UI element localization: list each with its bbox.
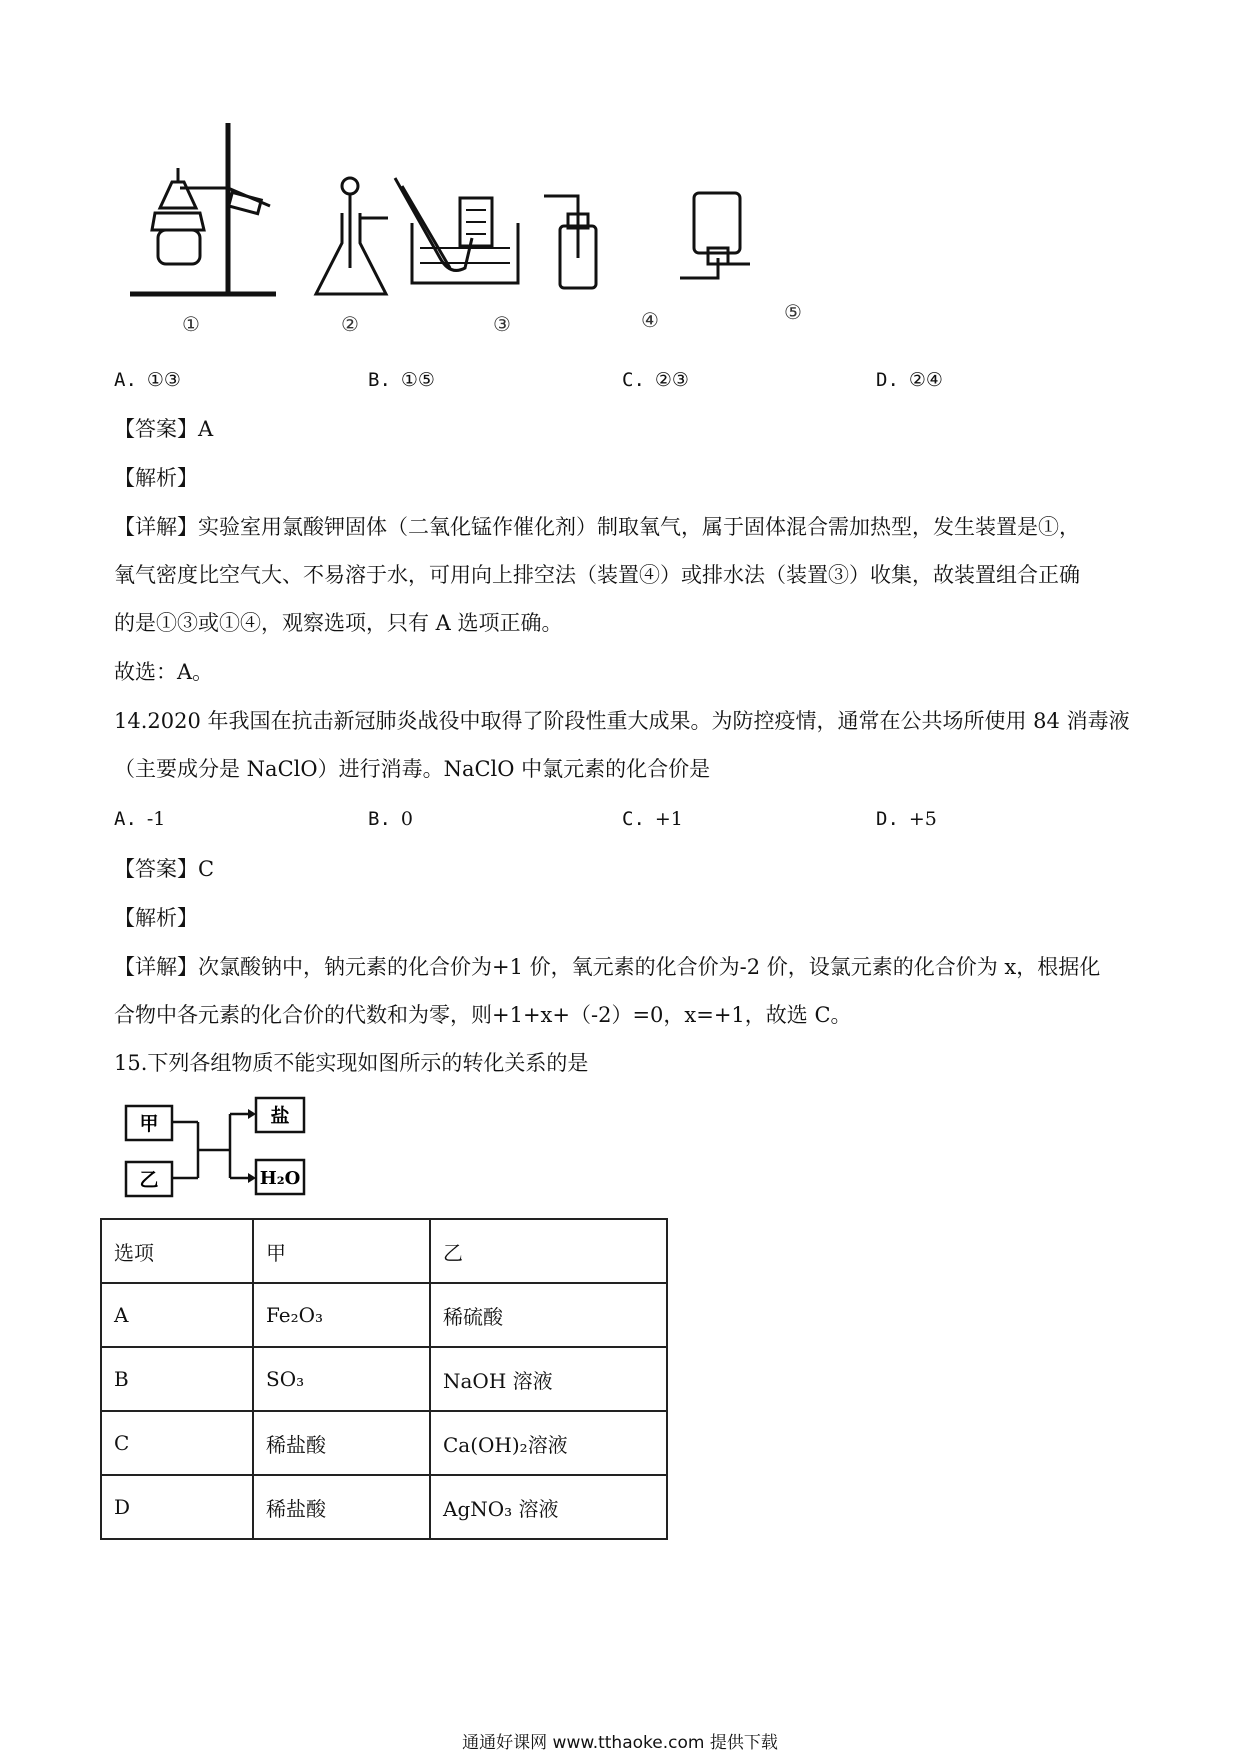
q13-answer: 【答案】A — [114, 417, 214, 441]
apparatus-label-2: ② — [341, 312, 359, 336]
table-header-cell: 选项 — [101, 1219, 253, 1283]
table-cell: Ca(OH)₂溶液 — [430, 1411, 667, 1475]
q14-detail-line-2: 合物中各元素的化合价的代数和为零，则+1+x+（-2）=0，x=+1，故选 C。 — [114, 1003, 852, 1027]
diagram-box-jia: 甲 — [139, 1113, 159, 1135]
q15-stem: 15.下列各组物质不能实现如图所示的转化关系的是 — [114, 1051, 589, 1075]
q13-detail-line-3: 的是①③或①④，观察选项，只有 A 选项正确。 — [114, 611, 563, 635]
q13-option-a: A. ①③ — [114, 369, 181, 391]
table-cell: D — [101, 1475, 253, 1539]
q14-stem-line-1: 14.2020 年我国在抗击新冠肺炎战役中取得了阶段性重大成果。为防控疫情，通常在公共场所使用 84 消毒液 — [114, 709, 1130, 733]
table-header-row — [101, 1219, 667, 1283]
q13-detail-line-1: 【详解】实验室用氯酸钾固体（二氧化锰作催化剂）制取氧气，属于固体混合需加热型，发生装置是①， — [114, 515, 1080, 539]
apparatus-label-4: ④ — [641, 308, 659, 332]
apparatus-label-3: ③ — [493, 312, 511, 336]
q14-option-c: C. +1 — [622, 808, 683, 830]
table-cell: SO₃ — [253, 1347, 430, 1411]
q14-option-d: D. +5 — [876, 808, 937, 830]
q13-detail-line-2: 氧气密度比空气大、不易溶于水，可用向上排空法（装置④）或排水法（装置③）收集，故装置组合正确 — [114, 563, 1080, 587]
page-footer: 通通好课网 www.tthaoke.com 提供下载 — [462, 1733, 778, 1753]
table-header-cell: 乙 — [430, 1219, 667, 1283]
diagram-box-yi: 乙 — [139, 1169, 159, 1191]
q14-option-b: B. 0 — [368, 808, 413, 830]
apparatus-label-5: ⑤ — [784, 300, 802, 324]
table-cell: NaOH 溶液 — [430, 1347, 667, 1411]
table-row — [101, 1347, 667, 1411]
q13-analysis-tag: 【解析】 — [114, 466, 198, 490]
table-cell: 稀盐酸 — [253, 1475, 430, 1539]
table-cell: C — [101, 1411, 253, 1475]
q13-option-d: D. ②④ — [876, 369, 943, 391]
diagram-box-water: H₂O — [259, 1168, 301, 1189]
q14-detail-line-1: 【详解】次氯酸钠中，钠元素的化合价为+1 价，氧元素的化合价为-2 价，设氯元素的化合价为 x，根据化 — [114, 955, 1101, 979]
q14-analysis-tag: 【解析】 — [114, 906, 198, 930]
q13-option-b: B. ①⑤ — [368, 369, 435, 391]
table-row — [101, 1475, 667, 1539]
table-header-cell: 甲 — [253, 1219, 430, 1283]
q13-conclusion: 故选：A。 — [114, 660, 214, 684]
table-cell: B — [101, 1347, 253, 1411]
transformation-diagram — [120, 1092, 320, 1204]
table-cell: AgNO₃ 溶液 — [430, 1475, 667, 1539]
q13-option-c: C. ②③ — [622, 369, 689, 391]
table-row — [101, 1283, 667, 1347]
apparatus-label-1: ① — [182, 312, 200, 336]
table-cell: A — [101, 1283, 253, 1347]
table-row — [101, 1411, 667, 1475]
table-cell: 稀硫酸 — [430, 1283, 667, 1347]
apparatus-figure — [120, 118, 860, 308]
q14-answer: 【答案】C — [114, 857, 215, 881]
q14-option-a: A. -1 — [114, 808, 166, 830]
q14-stem-line-2: （主要成分是 NaClO）进行消毒。NaClO 中氯元素的化合价是 — [114, 757, 711, 781]
table-cell: Fe₂O₃ — [253, 1283, 430, 1347]
table-cell: 稀盐酸 — [253, 1411, 430, 1475]
q15-options-table — [100, 1218, 668, 1540]
diagram-box-salt: 盐 — [270, 1105, 290, 1127]
